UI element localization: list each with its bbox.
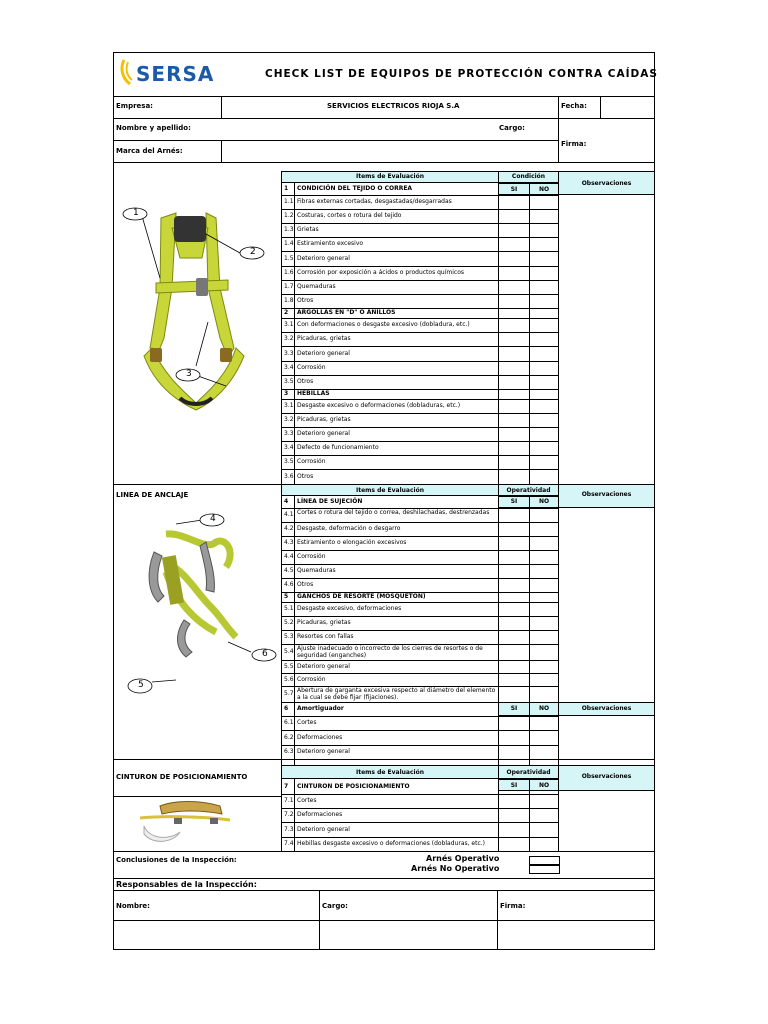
nombre-label: Nombre y apellido:: [116, 124, 191, 132]
section-heading: HEBILLAS: [297, 390, 330, 397]
row-number: 5.7: [284, 690, 294, 697]
row-number: 4.3: [284, 539, 294, 546]
responsables-title: Responsables de la Inspección:: [116, 880, 257, 889]
row-number: 4.6: [284, 581, 294, 588]
checklist-item: Corrosión: [297, 458, 326, 465]
row-number: 4.2: [284, 525, 294, 532]
company-logo: [118, 58, 228, 90]
row-number: 6.3: [284, 748, 294, 755]
si-checkbox[interactable]: [499, 809, 528, 821]
no-checkbox[interactable]: [530, 523, 557, 535]
row-number: 4.5: [284, 567, 294, 574]
checklist-item: Corrosión: [297, 553, 326, 560]
checklist-item: Defecto de funcionamiento: [297, 444, 379, 451]
positioning-items-header: Items de Evaluación: [356, 769, 424, 776]
si-checkbox[interactable]: [499, 210, 528, 222]
anchor-no-header: NO: [538, 498, 550, 505]
si-checkbox[interactable]: [499, 333, 528, 345]
si-checkbox[interactable]: [499, 238, 528, 250]
no-checkbox[interactable]: [530, 267, 557, 279]
callout-2: 2: [250, 247, 256, 257]
callout-6: 6: [262, 649, 268, 659]
no-checkbox[interactable]: [530, 579, 557, 591]
row-number: 1.7: [284, 283, 294, 290]
row-number: 3: [284, 390, 289, 397]
si-checkbox[interactable]: [499, 267, 528, 279]
si-checkbox[interactable]: [499, 661, 528, 672]
si-checkbox[interactable]: [499, 400, 528, 412]
no-checkbox[interactable]: [530, 661, 557, 672]
no-checkbox[interactable]: [530, 238, 557, 250]
section-heading: GANCHOS DE RESORTE (MOSQUETÓN): [297, 593, 426, 600]
responsable-cargo-label: Cargo:: [322, 902, 348, 910]
no-checkbox[interactable]: [530, 281, 557, 293]
no-checkbox[interactable]: [530, 551, 557, 563]
no-header: NO: [538, 186, 550, 193]
checklist-item: Costuras, cortes o rotura del tejido: [297, 212, 402, 219]
checklist-item: Cortes: [297, 797, 317, 804]
no-checkbox[interactable]: [530, 565, 557, 577]
checklist-item: Corrosión: [297, 364, 326, 371]
row-number: 1.4: [284, 240, 294, 247]
checklist-item: Picaduras, grietas: [297, 416, 351, 423]
si-checkbox[interactable]: [499, 281, 528, 293]
checklist-item: Deterioro general: [297, 430, 350, 437]
no-checkbox[interactable]: [530, 731, 557, 744]
checklist-item: Quemaduras: [297, 283, 336, 290]
checklist-item: Desgaste excesivo, deformaciones: [297, 605, 402, 612]
items-header: Items de Evaluación: [356, 173, 424, 180]
empresa-value: SERVICIOS ELECTRICOS RIOJA S.A: [327, 102, 460, 110]
si-checkbox[interactable]: [499, 252, 528, 265]
row-number: 2: [284, 309, 289, 316]
checklist-item: Grietas: [297, 226, 319, 233]
si-header: SI: [510, 186, 518, 193]
checklist-item: Corrosión: [297, 675, 326, 683]
checklist-item: Otros: [297, 472, 314, 480]
condition-header: Condición: [511, 173, 546, 180]
checklist-item: Cortes: [297, 719, 317, 726]
si-checkbox[interactable]: [499, 456, 528, 468]
row-number: 1.8: [284, 297, 294, 304]
row-number: 5.3: [284, 633, 294, 640]
si-checkbox[interactable]: [499, 795, 528, 807]
empresa-label: Empresa:: [116, 102, 153, 110]
si-checkbox[interactable]: [499, 838, 528, 850]
no-checkbox[interactable]: [530, 617, 557, 629]
logo-text: SERSA: [136, 62, 215, 86]
si-checkbox[interactable]: [499, 470, 528, 483]
no-checkbox[interactable]: [530, 537, 557, 549]
si-checkbox[interactable]: [499, 523, 528, 535]
no-checkbox[interactable]: [530, 319, 557, 331]
row-number: 3.4: [284, 364, 294, 371]
harness-illustration: [116, 198, 278, 413]
responsable-nombre-field[interactable]: [114, 921, 319, 949]
si-checkbox[interactable]: [499, 376, 528, 388]
no-checkbox[interactable]: [530, 333, 557, 345]
no-checkbox[interactable]: [530, 347, 557, 360]
checklist-item: Deterioro general: [297, 349, 350, 357]
row-number: 3.1: [284, 321, 294, 328]
si-checkbox[interactable]: [499, 428, 528, 440]
checklist-item: Fibras externas cortadas, desgastadas/desgarradas: [297, 198, 452, 205]
checklist-item: Deterioro general: [297, 825, 350, 833]
si-checkbox[interactable]: [499, 442, 528, 454]
anchor-items-header: Items de Evaluación: [356, 487, 424, 494]
positioning-belt-illustration: [130, 796, 240, 848]
no-checkbox[interactable]: [530, 603, 557, 615]
si-header: SI: [510, 705, 518, 712]
row-number: 3.5: [284, 378, 294, 385]
checklist-item: Deformaciones: [297, 811, 343, 818]
responsable-firma-field[interactable]: [498, 921, 654, 949]
checklist-item: Estiramiento o elongación excesivos: [297, 539, 407, 546]
row-number: 5.1: [284, 605, 294, 612]
callout-3: 3: [186, 369, 192, 379]
firma-label: Firma:: [561, 140, 587, 148]
no-checkbox[interactable]: [530, 442, 557, 454]
no-operativo-label: Arnés No Operativo: [411, 864, 500, 873]
si-checkbox[interactable]: [499, 687, 528, 701]
checklist-item: Estiramiento excesivo: [297, 240, 364, 247]
checklist-item: Cortes o rotura del tejido o correa, deshilachadas, destrenzadas: [297, 509, 490, 516]
si-checkbox[interactable]: [499, 565, 528, 577]
anchor-condition-header: Operatividad: [506, 487, 551, 494]
operativo-checkbox[interactable]: [529, 856, 560, 865]
row-number: 1.3: [284, 226, 294, 233]
row-number: 1.1: [284, 198, 294, 205]
no-checkbox[interactable]: [530, 823, 557, 836]
no-checkbox[interactable]: [530, 414, 557, 426]
no-checkbox[interactable]: [530, 376, 557, 388]
checklist-item: Picaduras, grietas: [297, 335, 351, 342]
lanyard-illustration: [116, 512, 278, 698]
no-checkbox[interactable]: [530, 838, 557, 850]
positioning-no-header: NO: [538, 782, 550, 789]
row-number: 3.2: [284, 416, 294, 423]
anchor-observations-header: Observaciones: [581, 491, 632, 498]
section-heading: CINTURON DE POSICIONAMIENTO: [297, 782, 410, 790]
conclusions-label: Conclusiones de la Inspección:: [116, 856, 237, 864]
operativo-label: Arnés Operativo: [426, 854, 500, 863]
row-number: 6: [284, 705, 289, 712]
checklist-item: Resortes con fallas: [297, 633, 354, 640]
no-checkbox[interactable]: [530, 470, 557, 483]
no-checkbox[interactable]: [530, 687, 557, 701]
no-checkbox[interactable]: [530, 645, 557, 659]
si-checkbox[interactable]: [499, 347, 528, 360]
no-checkbox[interactable]: [530, 362, 557, 374]
observations-header: Observaciones: [581, 180, 632, 187]
si-checkbox[interactable]: [499, 603, 528, 615]
no-checkbox[interactable]: [530, 674, 557, 685]
no-operativo-checkbox[interactable]: [529, 865, 560, 874]
si-checkbox[interactable]: [499, 579, 528, 591]
checklist-item: Picaduras, grietas: [297, 619, 351, 626]
checklist-item: Ajuste inadecuado o incorrecto de los cierres de resortes o de seguridad (enganches): [297, 645, 483, 659]
section-heading: CONDICIÓN DEL TEJIDO O CORREA: [297, 185, 413, 192]
row-number: 7.4: [284, 840, 294, 847]
checklist-item: Otros: [297, 581, 314, 588]
no-checkbox[interactable]: [530, 795, 557, 807]
marca-label: Marca del Arnés:: [116, 147, 183, 155]
checklist-item: Otros: [297, 378, 314, 385]
positioning-belt-label: CINTURON DE POSICIONAMIENTO: [116, 773, 248, 781]
responsable-nombre-label: Nombre:: [116, 902, 150, 910]
no-checkbox[interactable]: [530, 809, 557, 821]
no-checkbox[interactable]: [530, 717, 557, 729]
checklist-item: Con deformaciones o desgaste excesivo (dobladura, etc.): [297, 321, 470, 328]
si-checkbox[interactable]: [499, 537, 528, 549]
no-header: NO: [538, 705, 550, 712]
row-number: 1: [284, 185, 289, 192]
row-number: 7.2: [284, 811, 294, 818]
cargo-label: Cargo:: [499, 124, 525, 132]
no-checkbox[interactable]: [530, 631, 557, 643]
checklist-item: Deterioro general: [297, 254, 350, 262]
si-checkbox[interactable]: [499, 674, 528, 685]
row-number: 3.6: [284, 472, 294, 480]
checklist-item: Hebillas desgaste excesivo o deformaciones (dobladuras, etc.): [297, 840, 486, 847]
checklist-item: Corrosión por exposición a ácidos o productos químicos: [297, 269, 464, 276]
row-number: 1.5: [284, 254, 294, 262]
checklist-item: Quemaduras: [297, 567, 336, 574]
section-heading: Amortiguador: [297, 705, 344, 712]
row-number: 6.2: [284, 733, 294, 741]
anchor-line-label: LINEA DE ANCLAJE: [116, 491, 189, 499]
row-number: 4.4: [284, 553, 294, 560]
si-checkbox[interactable]: [499, 319, 528, 331]
checklist-item: Otros: [297, 297, 314, 304]
no-checkbox[interactable]: [530, 224, 557, 236]
no-checkbox[interactable]: [530, 252, 557, 265]
page-title: CHECK LIST DE EQUIPOS DE PROTECCIÓN CONTRA CAÍDAS: [265, 68, 658, 80]
callout-1: 1: [133, 208, 139, 218]
checklist-item: Deformaciones: [297, 733, 343, 741]
row-number: 1.6: [284, 269, 294, 276]
row-number: 3.5: [284, 458, 294, 465]
row-number: 7.1: [284, 797, 294, 804]
row-number: 4.1: [284, 511, 294, 518]
row-number: 1.2: [284, 212, 294, 219]
checklist-item: Deterioro general: [297, 662, 350, 670]
responsable-cargo-field[interactable]: [320, 921, 497, 949]
row-number: 3.3: [284, 430, 294, 437]
row-number: 5.6: [284, 675, 294, 683]
si-checkbox[interactable]: [499, 196, 528, 208]
callout-4: 4: [210, 514, 216, 524]
row-number: 3.4: [284, 444, 294, 451]
si-checkbox[interactable]: [499, 362, 528, 374]
checklist-item: Abertura de garganta excesiva respecto al diámetro del elemento a la cual se debe fijar (fijaciones).: [297, 687, 496, 701]
row-number: 3.3: [284, 349, 294, 357]
row-number: 5.4: [284, 648, 294, 655]
no-checkbox[interactable]: [530, 400, 557, 412]
si-checkbox[interactable]: [499, 295, 528, 307]
positioning-observations-header: Observaciones: [581, 773, 632, 780]
si-checkbox[interactable]: [499, 224, 528, 236]
row-number: 3.2: [284, 335, 294, 342]
checklist-item: Deterioro general: [297, 748, 350, 755]
no-checkbox[interactable]: [530, 746, 557, 758]
observations-header: Observaciones: [581, 705, 632, 712]
row-number: 7: [284, 782, 289, 790]
fecha-label: Fecha:: [561, 102, 587, 110]
section-heading: ARGOLLAS EN "D" O ANILLOS: [297, 309, 396, 316]
no-checkbox[interactable]: [530, 196, 557, 208]
checklist-item: Desgaste excesivo o deformaciones (dobladuras, etc.): [297, 402, 461, 409]
si-checkbox[interactable]: [499, 551, 528, 563]
positioning-si-header: SI: [510, 782, 518, 789]
si-checkbox[interactable]: [499, 823, 528, 836]
section-heading: LÍNEA DE SUJECIÓN: [297, 498, 363, 505]
row-number: 7.3: [284, 825, 294, 833]
row-number: 6.1: [284, 719, 294, 726]
no-checkbox[interactable]: [530, 456, 557, 468]
row-number: 5.5: [284, 662, 294, 670]
row-number: 5.2: [284, 619, 294, 626]
responsable-firma-label: Firma:: [500, 902, 526, 910]
no-checkbox[interactable]: [530, 509, 557, 521]
anchor-si-header: SI: [510, 498, 518, 505]
si-checkbox[interactable]: [499, 414, 528, 426]
row-number: 4: [284, 498, 289, 505]
no-checkbox[interactable]: [530, 295, 557, 307]
si-checkbox[interactable]: [499, 717, 528, 729]
no-checkbox[interactable]: [530, 210, 557, 222]
si-checkbox[interactable]: [499, 617, 528, 629]
si-checkbox[interactable]: [499, 731, 528, 744]
checklist-item: Desgaste, deformación o desgarro: [297, 525, 401, 532]
si-checkbox[interactable]: [499, 645, 528, 659]
callout-5: 5: [138, 680, 144, 690]
si-checkbox[interactable]: [499, 509, 528, 521]
si-checkbox[interactable]: [499, 746, 528, 758]
positioning-condition-header: Operatividad: [506, 769, 551, 776]
row-number: 5: [284, 593, 289, 600]
si-checkbox[interactable]: [499, 631, 528, 643]
no-checkbox[interactable]: [530, 428, 557, 440]
row-number: 3.1: [284, 402, 294, 409]
